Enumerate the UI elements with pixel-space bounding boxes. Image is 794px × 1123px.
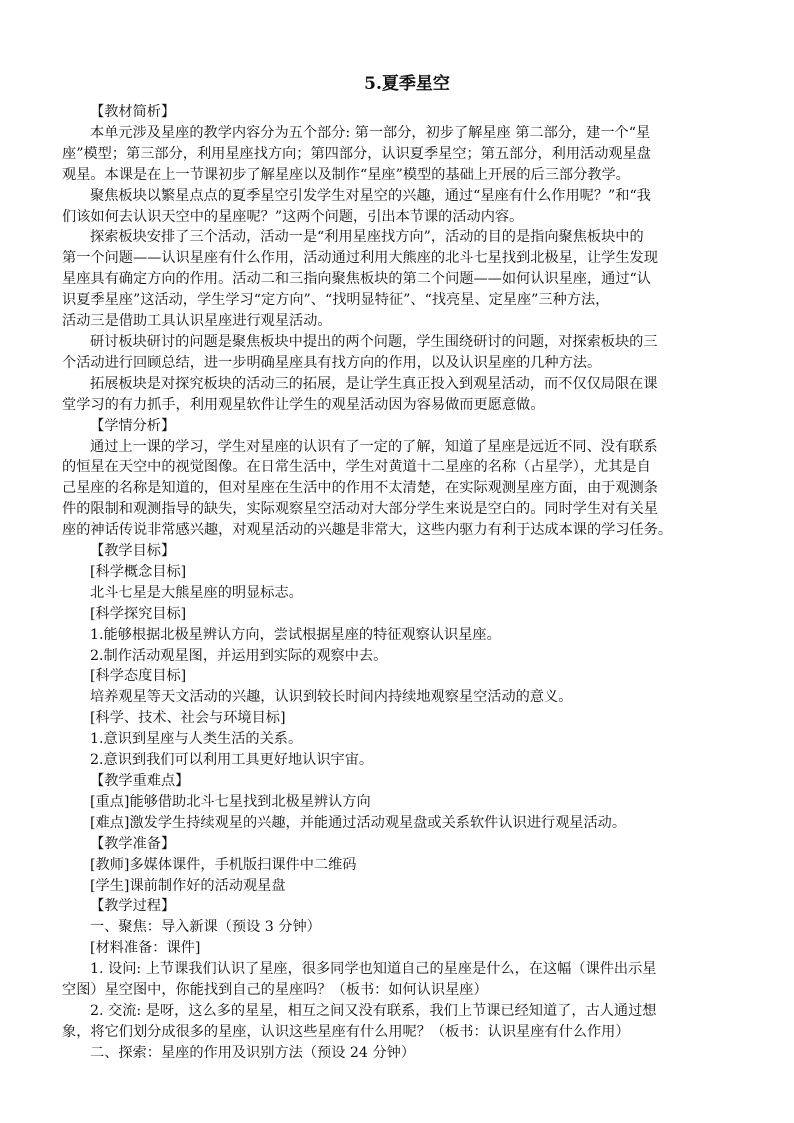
- text-line: [科学探究目标]: [90, 605, 187, 622]
- text-line: 个活动进行回顾总结，进一步明确星座具有找方向的作用，以及认识星座的几种方法。: [62, 354, 602, 371]
- text-line: 己星座的名称是知道的，但对星座在生活中的作用不太清楚，在实际观测星座方面，由于观测条: [62, 480, 658, 497]
- text-line: 座”模型；第三部分，利用星座找方向；第四部分，认识夏季星空；第五部分，利用活动观星盘: [62, 145, 651, 162]
- text-line: 2.制作活动观星图，并运用到实际的观察中去。: [90, 647, 388, 664]
- text-line: [教师]多媒体课件，手机版扫课件中二维码: [90, 856, 357, 873]
- document-title: 5.夏季星空: [364, 74, 450, 94]
- text-line: 研讨板块研讨的问题是聚焦板块中提出的两个问题，学生围绕研讨的问题，对探索板块的三: [90, 333, 658, 350]
- document-body: [62, 73, 742, 1064]
- text-line: 通过上一课的学习，学生对星座的认识有了一定的了解，知道了星座是远近不同、没有联系: [90, 438, 658, 455]
- text-line: 座的神话传说非常感兴趣，对观星活动的兴趣是非常大，这些内驱力有利于达成本课的学习任务。: [62, 522, 673, 539]
- text-line: 培养观星等天文活动的兴趣，认识到较长时间内持续地观察星空活动的意义。: [90, 689, 573, 706]
- section-heading: 【教学重难点】: [90, 773, 190, 789]
- text-line: 第一个问题——认识星座有什么作用，活动通过利用大熊座的北斗七星找到北极星，让学生发现: [62, 250, 658, 267]
- text-line: 观星。本课是在上一节课初步了解星座以及制作“星座”模型的基础上开展的后三部分教学。: [62, 166, 630, 183]
- text-line: 件的限制和观测指导的缺失，实际观察星空活动对大部分学生来说是空白的。同时学生对有关星: [62, 501, 658, 518]
- text-line: [科学概念目标]: [90, 563, 187, 580]
- text-line: [科学、技术、社会与环境目标]: [90, 710, 286, 727]
- text-line: 活动三是借助工具认识星座进行观星活动。: [62, 313, 332, 330]
- section-heading: 【教学目标】: [90, 543, 176, 560]
- text-line: [科学态度目标]: [90, 668, 187, 685]
- text-line: 1. 设问: 上节课我们认识了星座，很多同学也知道自己的星座是什么，在这幅（课件出示星: [90, 961, 657, 978]
- section-heading: 【教材简析】: [90, 104, 176, 120]
- section-heading: 【教学过程】: [90, 898, 176, 915]
- text-line: 2. 交流: 是呀，这么多的星星，相互之间又没有联系，我们上节课已经知道了，古人通过想: [90, 1002, 657, 1019]
- text-line: 识夏季星座”这活动，学生学习“定方向”、“找明显特征”、“找亮星、定星座”三种方法，: [62, 292, 610, 309]
- text-line: 拓展板块是对探究板块的活动三的拓展，是让学生真正投入到观星活动，而不仅仅局限在课: [90, 375, 658, 392]
- text-line: 1.意识到星座与人类生活的关系。: [90, 731, 303, 748]
- text-line: [材料准备：课件]: [90, 940, 201, 957]
- text-line: [重点]能够借助北斗七星找到北极星辨认方向: [90, 793, 371, 810]
- text-line: 探索板块安排了三个活动，活动一是“利用星座找方向”，活动的目的是指向聚焦板块中的: [90, 229, 644, 246]
- text-line: 二、探索：星座的作用及识别方法（预设 24 分钟）: [90, 1044, 416, 1061]
- text-line: 北斗七星是大熊星座的明显标志。: [90, 584, 303, 601]
- text-line: 星座具有确定方向的作用。活动二和三指向聚焦板块的第二个问题——如何认识星座，通过“认: [62, 271, 651, 288]
- text-line: [学生]课前制作好的活动观星盘: [90, 877, 286, 894]
- text-line: 本单元涉及星座的教学内容分为五个部分: 第一部分，初步了解星座 第二部分，建一个“星: [90, 124, 651, 141]
- document-text: [62, 102, 742, 1064]
- text-line: 1.能够根据北极星辨认方向，尝试根据星座的特征观察认识星座。: [90, 626, 501, 643]
- text-line: [难点]激发学生持续观星的兴趣，并能通过活动观星盘或关系软件认识进行观星活动。: [90, 814, 627, 831]
- text-line: 2.意识到我们可以利用工具更好地认识宇宙。: [90, 752, 374, 769]
- text-line: 聚焦板块以繁星点点的夏季星空引发学生对星空的兴趣，通过“星座有什么作用呢？”和“我: [90, 187, 651, 204]
- text-line: 象，将它们划分成很多的星座，认识这些星座有什么用呢？（板书：认识星座有什么作用）: [62, 1023, 630, 1040]
- text-line: 堂学习的有力抓手，利用观星软件让学生的观星活动因为容易做而更愿意做。: [62, 396, 545, 413]
- text-line: 们该如何去认识天空中的星座呢？”这两个问题，引出本节课的活动内容。: [62, 208, 524, 225]
- section-heading: 【学情分析】: [90, 417, 176, 434]
- text-line: 一、聚焦：导入新课（预设 3 分钟）: [90, 919, 321, 936]
- section-heading: 【教学准备】: [90, 835, 176, 852]
- text-line: 的恒星在天空中的视觉图像。在日常生活中，学生对黄道十二星座的名称（占星学），尤其是自: [62, 459, 651, 476]
- text-line: 空图）星空图中，你能找到自己的星座吗？（板书：如何认识星座）: [62, 982, 488, 999]
